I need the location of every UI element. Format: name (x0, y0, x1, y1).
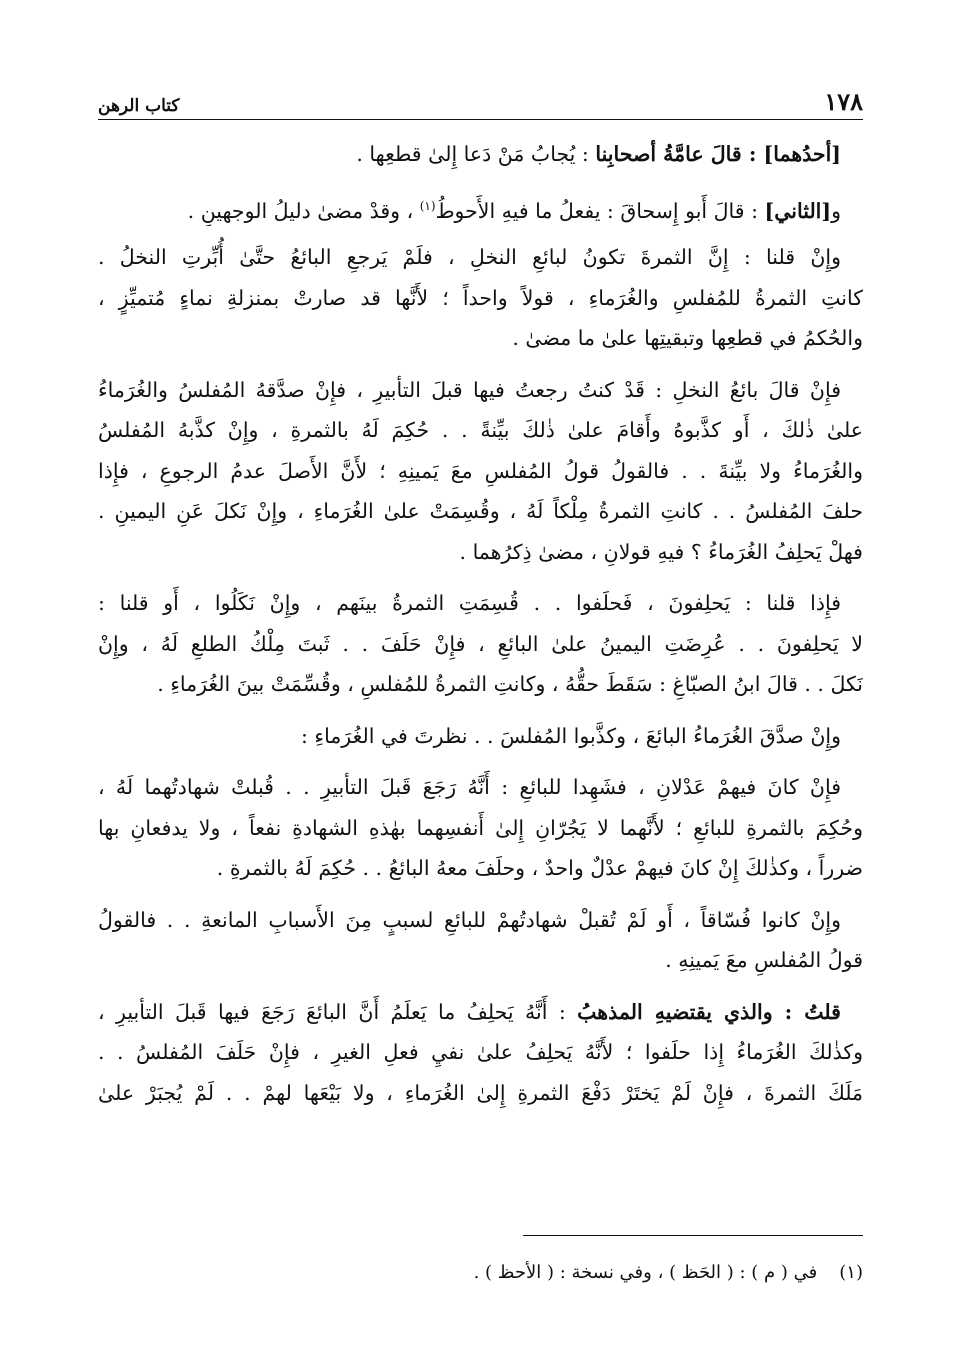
text-line (98, 900, 863, 941)
text-run: نَكلَ . . قالَ ابنُ الصبّاغِ : سَقَطَ حقُّهُ ، وكانتِ الثمرةُ للمُفلسِ ، وقُسِّمَتْ بينَ الغُرَماءِ . (157, 672, 863, 696)
text-line (98, 583, 863, 624)
paragraph (98, 370, 863, 573)
paragraph (98, 900, 863, 981)
paragraph (98, 716, 863, 757)
paragraph (98, 767, 863, 889)
footnote-divider (523, 1235, 863, 1236)
text-line (98, 237, 863, 278)
text-line (98, 451, 863, 492)
text-run: [أحدُهما] : قالَ عامَّةُ أصحابِنا (595, 142, 841, 166)
paragraph (98, 583, 863, 705)
footnote-text: في ( م ) : ( الحَظ ) ، وفي نسخة : ( الأحظ ) . (473, 1262, 818, 1283)
text-line (98, 664, 863, 705)
paragraph (98, 237, 863, 359)
text-line (98, 134, 863, 175)
text-line (98, 992, 863, 1033)
page-header (98, 82, 863, 116)
text-run: فإِنْ كانَ فيهمْ عَدْلانِ ، فشَهِدا للبائعِ : أَنَّهُ رَجَعَ قَبلَ التأبيرِ . . قُبلتْ شهادتُهما لَهُ ، (98, 775, 841, 799)
book-title: كتاب الرهن (98, 96, 180, 116)
text-line (98, 808, 863, 849)
text-run: والحُكمُ في قطعِها وتبقيتِها علىٰ ما مضىٰ . (512, 326, 863, 350)
text-run: والغُرَماءُ ولا بيِّنةَ . . فالقولُ قولُ المُفلسِ معَ يَمينِهِ ؛ لأَنَّ الأَصلَ عدمُ الرجوعِ ، فإِذا (98, 458, 863, 483)
text-run: وإِنْ قلنا : إِنَّ الثمرةَ تكونُ لبائعِ النخلِ ، فلَمْ يَرجعِ البائعُ حتَّىٰ أُبِّرتِ النخلُ . (98, 245, 841, 269)
text-line (98, 767, 863, 808)
text-run: فهلْ يَحلِفُ الغُرَماءُ ؟ فيهِ قولانِ ، مضىٰ ذِكرُهما . (459, 539, 863, 564)
text-line (98, 410, 863, 451)
text-run: فإِذا قلنا : يَحلِفونَ ، فَحلَفوا . . قُسِمَتِ الثمرةُ بينَهم ، وإِنْ نَكَلُوا ، أَو قلنا : (98, 591, 841, 615)
text-line (98, 186, 863, 227)
text-line (98, 318, 863, 359)
text-run: علىٰ ذٰلكَ ، أَو كذَّبوهُ وأَقامَ علىٰ ذٰلكَ بيِّنةً . . حُكِمَ لَهُ بالثمرةِ ، وإِنْ كذَّبهُ المُفلسُ (98, 418, 863, 442)
footnote-reference: (١) (419, 198, 436, 213)
text-line (98, 716, 863, 757)
page-number: ١٧٨ (824, 87, 863, 116)
text-run: وإِنْ كانوا فُسّاقاً ، أَو لَمْ تُقبلْ شهادتُهمْ للبائعِ لسببٍ مِنَ الأَسبابِ المانعةِ . . فالقولُ (98, 907, 841, 932)
paragraph (98, 186, 863, 227)
text-line (98, 532, 863, 573)
text-run: وحُكِمَ بالثمرةِ للبائعِ ؛ لأَنَّهما لا يَجُرّانِ إِلىٰ أَنفسِهما بهٰذهِ الشهادةِ نفعاً ، ولا يدفعانِ بها (98, 815, 863, 840)
text-run: لا يَحلِفونَ . . عُرِضَتِ اليمينُ علىٰ البائعِ ، فإِنْ حَلَفَ . . ثَبتَ مِلْكُ الطلعِ لَهُ ، وإِنْ (98, 631, 863, 656)
footnote (98, 1262, 863, 1283)
text-run: مَلَكَ الثمرةَ ، فإِنْ لَمْ يَختَرْ دَفْعَ الثمرةِ إِلىٰ الغُرَماءِ ، ولا بَيْعَها لهمْ . . لَمْ يُجبَرْ علىٰ (98, 1080, 863, 1105)
text-line (98, 1032, 863, 1073)
text-run: قولُ المُفلسِ معَ يَمينِهِ . (665, 948, 863, 972)
header-divider (98, 119, 863, 120)
text-run: : قالَ أَبو إِسحاقَ : يفعلُ ما فيهِ الأَحوطُ (435, 198, 765, 223)
footnote-number: (١) (839, 1262, 863, 1283)
text-line (98, 370, 863, 411)
text-run: كانتِ الثمرةُ للمُفلسِ والغُرَماءِ ، قولاً واحداً ؛ لأَنَّها قد صارتْ بمنزلةِ نماءٍ مُتميِّزٍ ، (98, 285, 863, 310)
text-run: : يُجابُ مَنْ دَعا إِلىٰ قطعِها . (356, 142, 596, 166)
text-run: ضرراً ، وكذٰلكَ إِنْ كانَ فيهمْ عدْلٌ واحدٌ ، وحلَفَ معهُ البائعُ . . حُكِمَ لَهُ بالثمرةِ . (216, 856, 863, 880)
main-text (98, 134, 863, 1124)
text-line (98, 1073, 863, 1114)
text-run: وإِنْ صدَّقَ الغُرَماءُ البائعَ ، وكذَّبوا المُفلسَ . . نظرتَ في الغُرَماءِ : (301, 723, 841, 748)
text-line (98, 624, 863, 665)
text-run: قلتُ : والذي يقتضيهِ المذهبُ (577, 999, 841, 1024)
paragraph (98, 134, 863, 175)
text-line (98, 491, 863, 532)
text-run: ، وقدْ مضىٰ دليلُ الوجهينِ . (187, 198, 420, 223)
text-run: حلفَ المُفلسُ . . كانتِ الثمرةُ مِلْكاً لَهُ ، وقُسِمَتْ علىٰ الغُرَماءِ ، وإِنْ نَكلَ عَنِ اليمينِ . (98, 499, 863, 523)
text-line (98, 278, 863, 319)
text-run: و (831, 198, 841, 223)
text-run: [الثاني] (764, 198, 832, 223)
text-run: : أَنَّهُ يَحلِفُ ما يَعلَمُ أَنَّ البائعَ رَجَعَ فيها قَبلَ التأبيرِ ، (98, 999, 578, 1024)
text-run: وكذٰلكَ الغُرَماءُ إِذا حلَفوا ؛ لأَنَّهُ يَحلِفُ علىٰ نفيِ فعلِ الغيرِ ، فإِنْ حَلَفَ المُفلسُ . . (98, 1040, 863, 1064)
text-line (98, 940, 863, 981)
text-run: فإِنْ قالَ بائعُ النخلِ : قَدْ كنتُ رجعتُ فيها قبلَ التأبيرِ ، فإِنْ صدَّقهُ المُفلسُ والغُرَماءُ (98, 377, 841, 402)
text-line (98, 848, 863, 889)
paragraph (98, 992, 863, 1114)
